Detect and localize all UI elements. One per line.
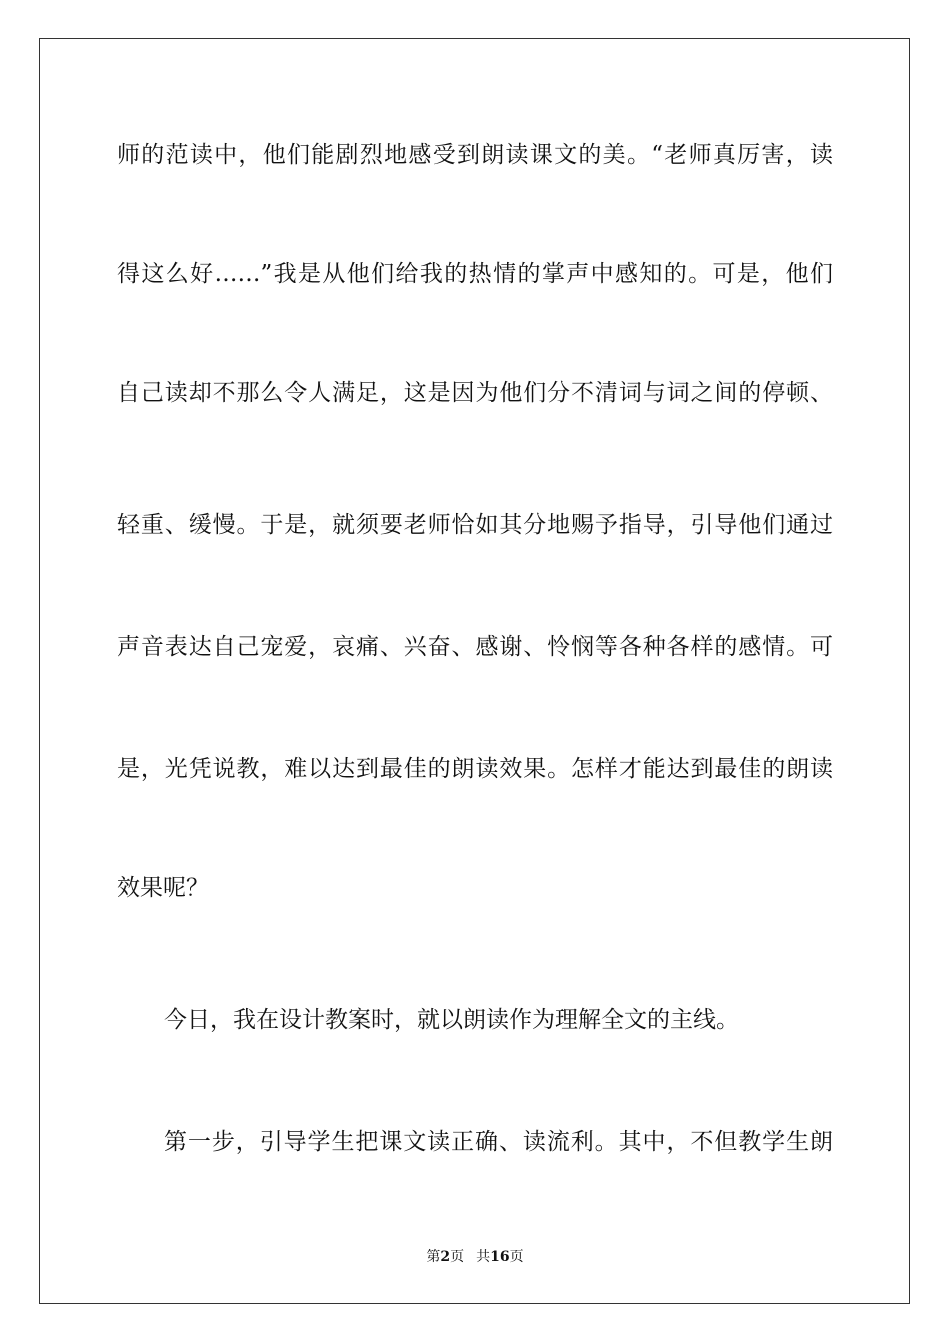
- page-footer: [0, 1248, 950, 1266]
- total-suffix: 页: [509, 1249, 524, 1265]
- text-line-6: 是，光凭说教，难以达到最佳的朗读效果。怎样才能达到最佳的朗读: [117, 756, 833, 782]
- text-line-7: 效果呢？: [117, 875, 209, 901]
- page-suffix: 页: [450, 1249, 465, 1265]
- text-line-1: 师的范读中，他们能剧烈地感受到朗读课文的美。“老师真厉害，读: [117, 142, 833, 168]
- text-line-2: 得这么好……”我是从他们给我的热情的掌声中感知的。可是，他们: [117, 261, 833, 287]
- text-line-3: 自己读却不那么令人满足，这是因为他们分不清词与词之间的停顿、: [117, 380, 833, 406]
- total-pages: 16: [490, 1249, 510, 1265]
- text-line-5: 声音表达自己宠爱，哀痛、兴奋、感谢、怜悯等各种各样的感情。可: [117, 634, 833, 660]
- paragraph-3: 第一步，引导学生把课文读正确、读流利。其中，不但教学生朗: [164, 1129, 833, 1155]
- total-prefix: 共: [476, 1249, 491, 1265]
- text-line-4: 轻重、缓慢。于是，就须要老师恰如其分地赐予指导，引导他们通过: [117, 512, 833, 538]
- paragraph-2: 今日，我在设计教案时，就以朗读作为理解全文的主线。: [164, 1007, 739, 1033]
- page-number: 2: [440, 1249, 451, 1265]
- page-prefix: 第: [426, 1249, 441, 1265]
- document-page: [39, 38, 910, 1304]
